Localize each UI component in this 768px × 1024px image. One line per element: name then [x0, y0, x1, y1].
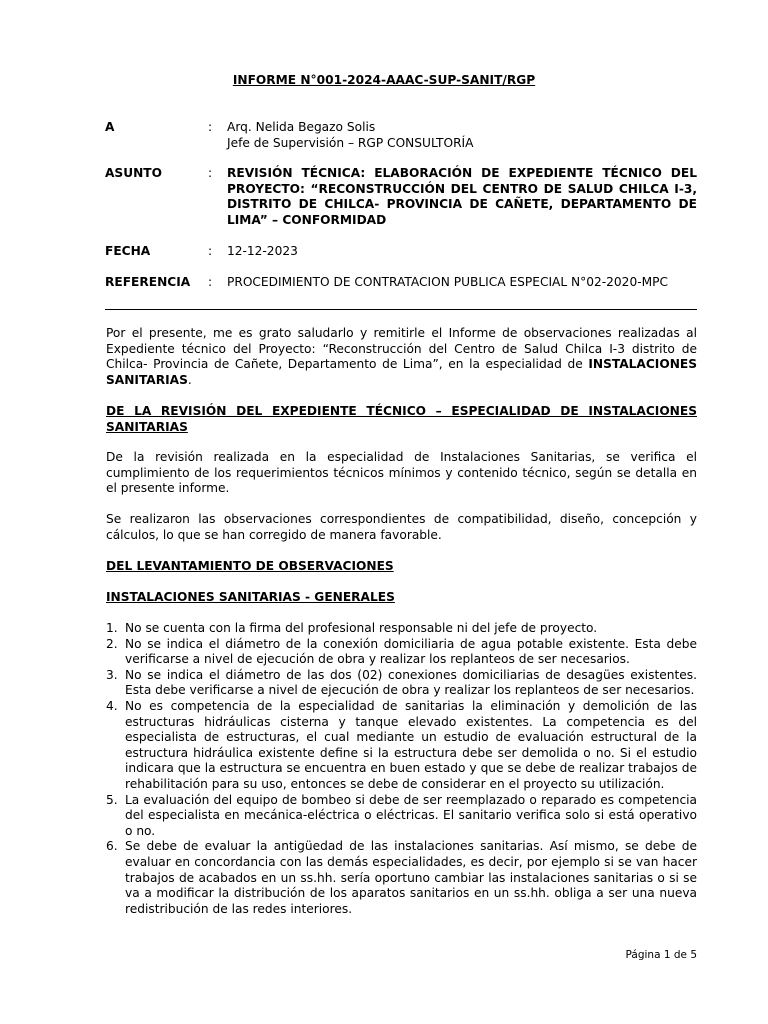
recipient-role: Jefe de Supervisión – RGP CONSULTORÍA: [227, 135, 474, 150]
list-item-number: 3.: [106, 667, 118, 682]
section1-paragraph-2: Se realizaron las observaciones correspondientes de compatibilidad, diseño, concepción y cálculos, lo que se han corregido de manera favorable.: [106, 512, 697, 542]
list-item: [106, 637, 697, 668]
list-item: [106, 839, 697, 917]
list-item: [106, 793, 697, 840]
list-item-text: Se debe de evaluar la antigüedad de las instalaciones sanitarias. Así mismo, se debe de evaluar en concordancia con las demás especialidades, es decir, por ejemplo si se van hacer trabajos de acabados en un ss.hh. sería oportuno cambiar las instalaciones sanitarias o si se va a modificar la distribución de los aparatos sanitarios en un ss.hh. obliga a ser una nueva redistribución de las redes interiores.: [125, 839, 697, 916]
list-item-text: No es competencia de la especialidad de sanitarias la eliminación y demolición de las estructuras hidráulicas cisterna y tanque elevado existentes. La competencia es del especialista de estructuras, el cual mediante un estudio de evaluación estructural de la estructura hidráulica existente define si la estructura debe ser demolida o no. Si el estudio indicara que la estructura se encuentra en buen estado y que se debe de realizar trabajos de rehabilitación para su uso, entonces se debe de considerar en el proyecto su utilización.: [125, 698, 697, 791]
observations-list: [106, 621, 697, 917]
list-item: [106, 621, 697, 637]
section-heading-levantamiento: DEL LEVANTAMIENTO DE OBSERVACIONES: [106, 559, 394, 573]
header-value-fecha: 12-12-2023: [227, 244, 298, 258]
header-value-asunto: REVISIÓN TÉCNICA: ELABORACIÓN DE EXPEDIENTE TÉCNICO DEL PROYECTO: “RECONSTRUCCIÓN DEL CENTRO DE SALUD CHILCA I-3, DISTRITO DE CHILCA- PROVINCIA DE CAÑETE, DEPARTAMENTO DE LIMA” – CONFORMIDAD: [227, 166, 697, 227]
intro-end: .: [187, 372, 192, 387]
observations-list-container: [106, 621, 697, 917]
header-colon: :: [208, 166, 213, 180]
section-heading-generales: INSTALACIONES SANITARIAS - GENERALES: [106, 590, 395, 604]
header-label-fecha: FECHA: [105, 244, 151, 258]
header-label-asunto: ASUNTO: [105, 166, 162, 180]
list-item-number: 5.: [106, 792, 118, 807]
header-colon: :: [208, 244, 213, 258]
document-title: INFORME N°001-2024-AAAC-SUP-SANIT/RGP: [232, 73, 536, 87]
intro-text: Por el presente, me es grato saludarlo y remitirle el Informe de observaciones realizadas al Expediente técnico del Proyecto: “Reconstrucción del Centro de Salud Chilca I-3 distrito de Chilca- Provincia de Cañete, Departamento de Lima”, en la especialidad de: [106, 326, 697, 372]
list-item: [106, 699, 697, 793]
section-heading-revision: DE LA REVISIÓN DEL EXPEDIENTE TÉCNICO – ESPECIALIDAD DE INSTALACIONES SANITARIAS: [106, 404, 697, 434]
header-colon: :: [208, 275, 213, 289]
section1-paragraph-1: De la revisión realizada en la especialidad de Instalaciones Sanitarias, se verifica el cumplimiento de los requerimientos técnicos mínimos y contenido técnico, según se detalla en el presente informe.: [106, 450, 697, 496]
header-label-referencia: REFERENCIA: [105, 275, 191, 289]
header-colon: :: [208, 120, 213, 134]
intro-paragraph: [106, 326, 697, 388]
list-item: [106, 668, 697, 699]
header-value-referencia: PROCEDIMIENTO DE CONTRATACION PUBLICA ESPECIAL N°02-2020-MPC: [227, 275, 668, 289]
list-item-number: 4.: [106, 698, 118, 713]
list-item-number: 1.: [106, 621, 118, 635]
list-item-text: No se cuenta con la firma del profesional responsable ni del jefe de proyecto.: [125, 621, 598, 635]
list-item-number: 6.: [106, 839, 118, 854]
header-value-a: [227, 120, 697, 151]
list-item-text: La evaluación del equipo de bombeo si debe de ser reemplazado o reparado es competencia del especialista en mecánica-eléctrica o eléctricas. El sanitario verifica solo si está operativo o no.: [125, 792, 697, 838]
intro-specialty: INSTALACIONES SANITARIAS: [106, 357, 697, 387]
recipient-name: Arq. Nelida Begazo Solis: [227, 120, 376, 134]
header-divider: [105, 309, 697, 310]
list-item-text: No se indica el diámetro de la conexión domiciliaria de agua potable existente. Esta debe verificarse a nivel de ejecución de obra y realizar los replanteos de ser necesarios.: [125, 636, 697, 667]
header-label-a: A: [105, 120, 115, 134]
list-item-number: 2.: [106, 636, 118, 651]
list-item-text: No se indica el diámetro de las dos (02) conexiones domiciliarias de desagües existentes. Esta debe verificarse a nivel de ejecución de obra y realizar los replanteos de ser necesarios.: [125, 667, 697, 698]
page-number: Página 1 de 5: [625, 949, 697, 961]
